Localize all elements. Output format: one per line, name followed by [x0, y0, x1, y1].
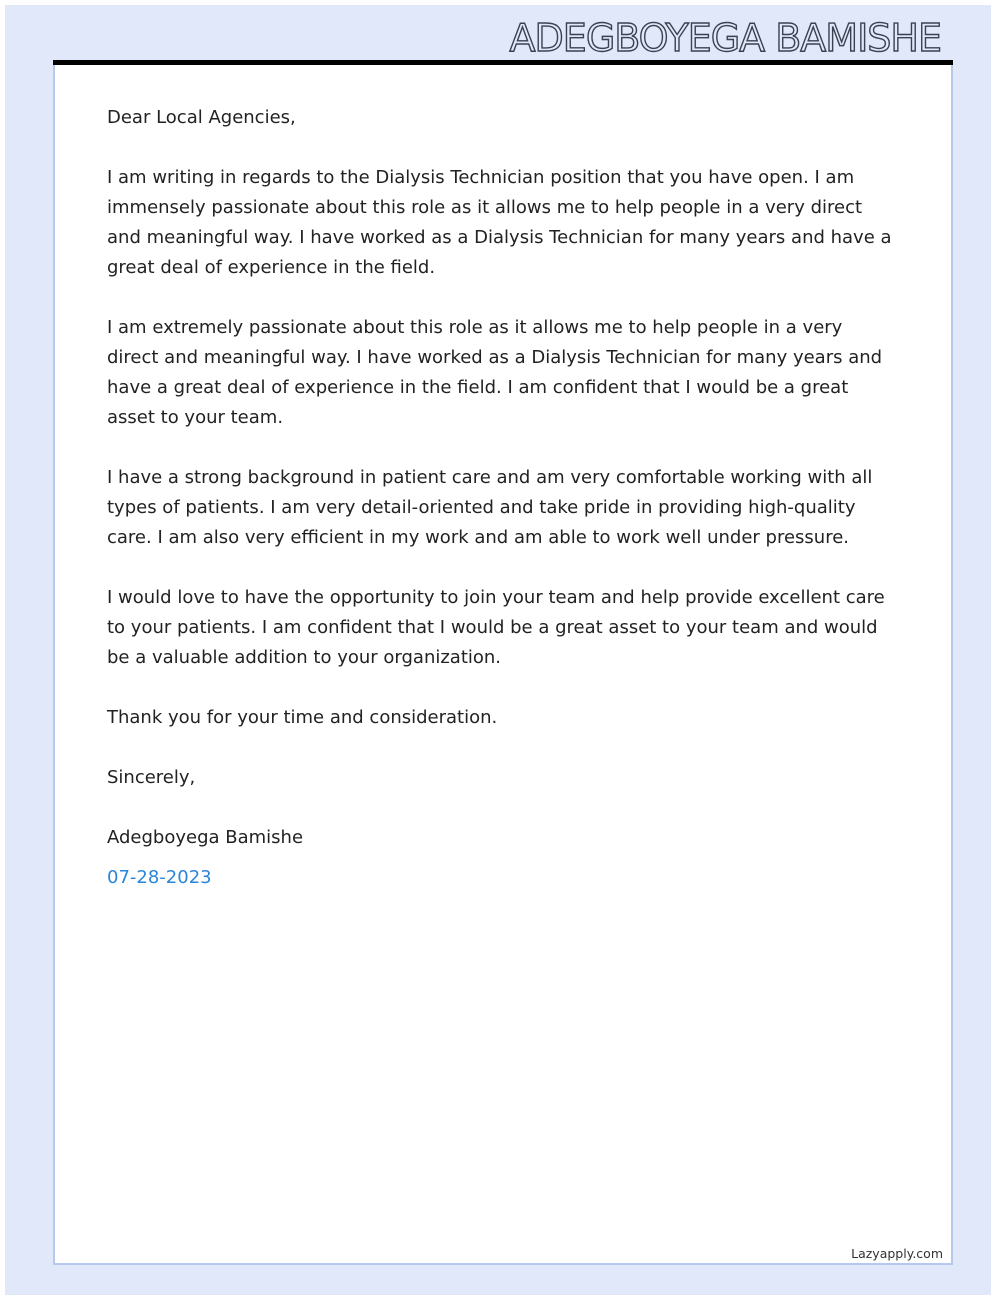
letter-date: 07-28-2023 [107, 867, 212, 888]
salutation: Dear Local Agencies, [107, 107, 296, 128]
footer-source-link[interactable]: Lazyapply.com [851, 1246, 943, 1261]
paragraph-4: I would love to have the opportunity to join your team and help provide excellent care to your patients. I am confident that I would be a great asset to your team and would be a valuable addition to your organization. [107, 587, 885, 668]
letter-page [53, 65, 953, 1265]
paragraph-3: I have a strong background in patient care and am very comfortable working with all types of patients. I am very detail-oriented and take pride in providing high-quality care. I am also very efficient in my work and am able to work well under pressure. [107, 467, 873, 548]
paragraph-2: I am extremely passionate about this role as it allows me to help people in a very direct and meaningful way. I have worked as a Dialysis Technician for many years and have a great deal of experience in the field. I am confident that I would be a great asset to your team. [107, 317, 883, 428]
applicant-name-header: ADEGBOYEGA BAMISHE [509, 16, 941, 60]
closing: Sincerely, [107, 767, 196, 788]
cover-letter-body [107, 103, 897, 893]
thank-you-line: Thank you for your time and consideration. [107, 707, 498, 728]
page-background [5, 5, 991, 1295]
paragraph-1: I am writing in regards to the Dialysis Technician position that you have open. I am immensely passionate about this role as it allows me to help people in a very direct and meaningful way. I have worked as a Dialysis Technician for many years and have a great deal of experience in the field. [107, 167, 892, 278]
signature-name: Adegboyega Bamishe [107, 827, 304, 848]
